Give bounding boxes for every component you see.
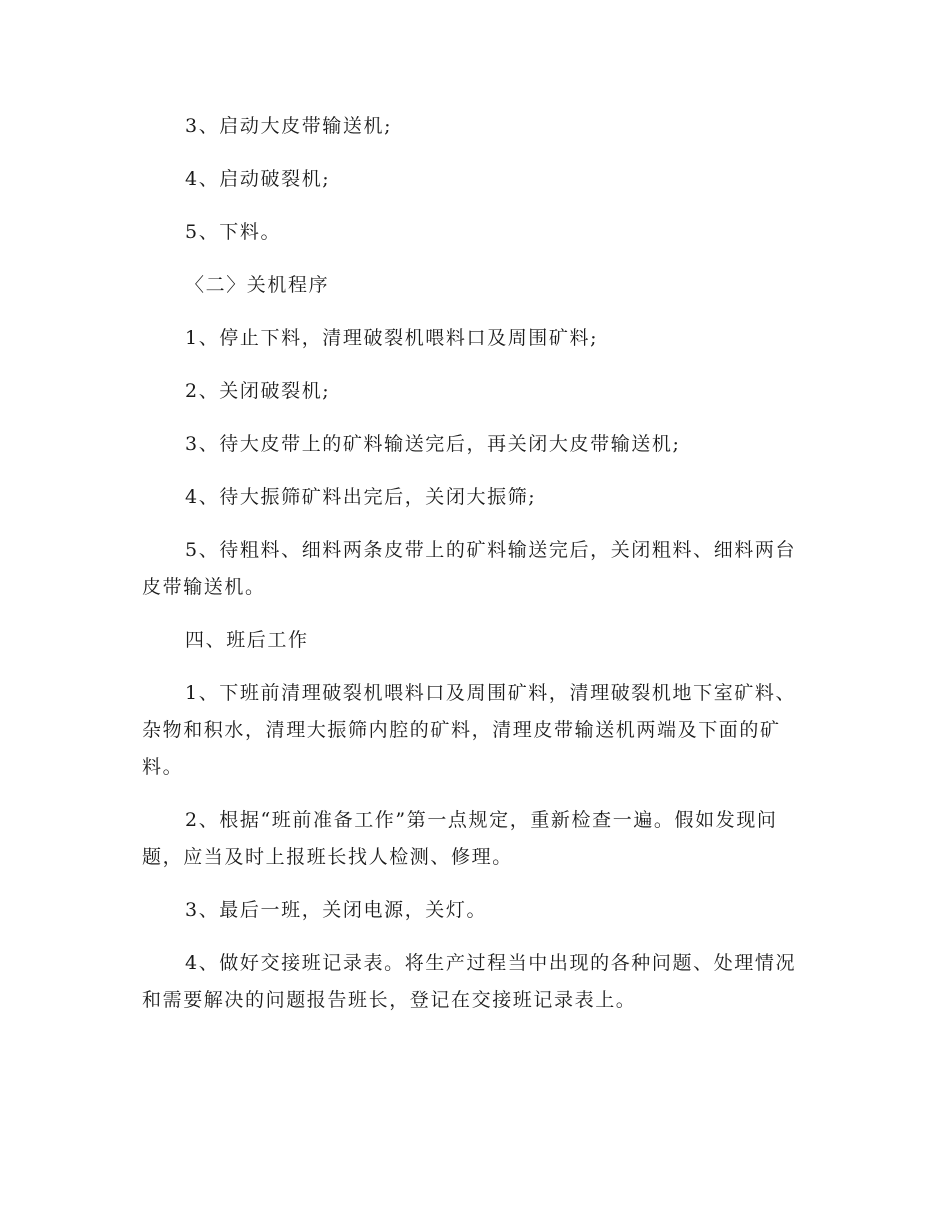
paragraph-cleanup: 1、下班前清理破裂机喂料口及周围矿料，清理破裂机地下室矿料、杂物和积水，清理大振筛内腔的矿料，清理皮带输送机两端及下面的矿料。 [142,682,797,778]
paragraph-feed: 5、下料。 [185,221,282,243]
paragraph-recheck: 2、根据“班前准备工作”第一点规定，重新检查一遍。假如发现问题，应当及时上报班长找人检测、修理。 [142,809,778,868]
section-heading-shutdown: 〈二〉关机程序 [185,274,330,296]
paragraph-close-conveyors: 5、待粗料、细料两条皮带上的矿料输送完后，关闭粗料、细料两台皮带输送机。 [142,539,797,598]
paragraph-close-screen: 4、待大振筛矿料出完后，关闭大振筛; [185,486,537,508]
paragraph-start-belt: 3、启动大皮带输送机; [185,115,393,137]
paragraph-stop-feed: 1、停止下料，清理破裂机喂料口及周围矿料; [185,327,599,349]
section-heading-after-shift: 四、班后工作 [185,629,309,651]
paragraph-close-crusher: 2、关闭破裂机; [185,380,331,402]
paragraph-start-crusher: 4、启动破裂机; [185,168,331,190]
paragraph-close-belt: 3、待大皮带上的矿料输送完后，再关闭大皮带输送机; [185,433,681,455]
paragraph-power-off: 3、最后一班，关闭电源，关灯。 [185,899,488,921]
paragraph-handover-record: 4、做好交接班记录表。将生产过程当中出现的各种问题、处理情况和需要解决的问题报告班长，登记在交接班记录表上。 [142,952,797,1011]
document-body [142,108,808,1035]
